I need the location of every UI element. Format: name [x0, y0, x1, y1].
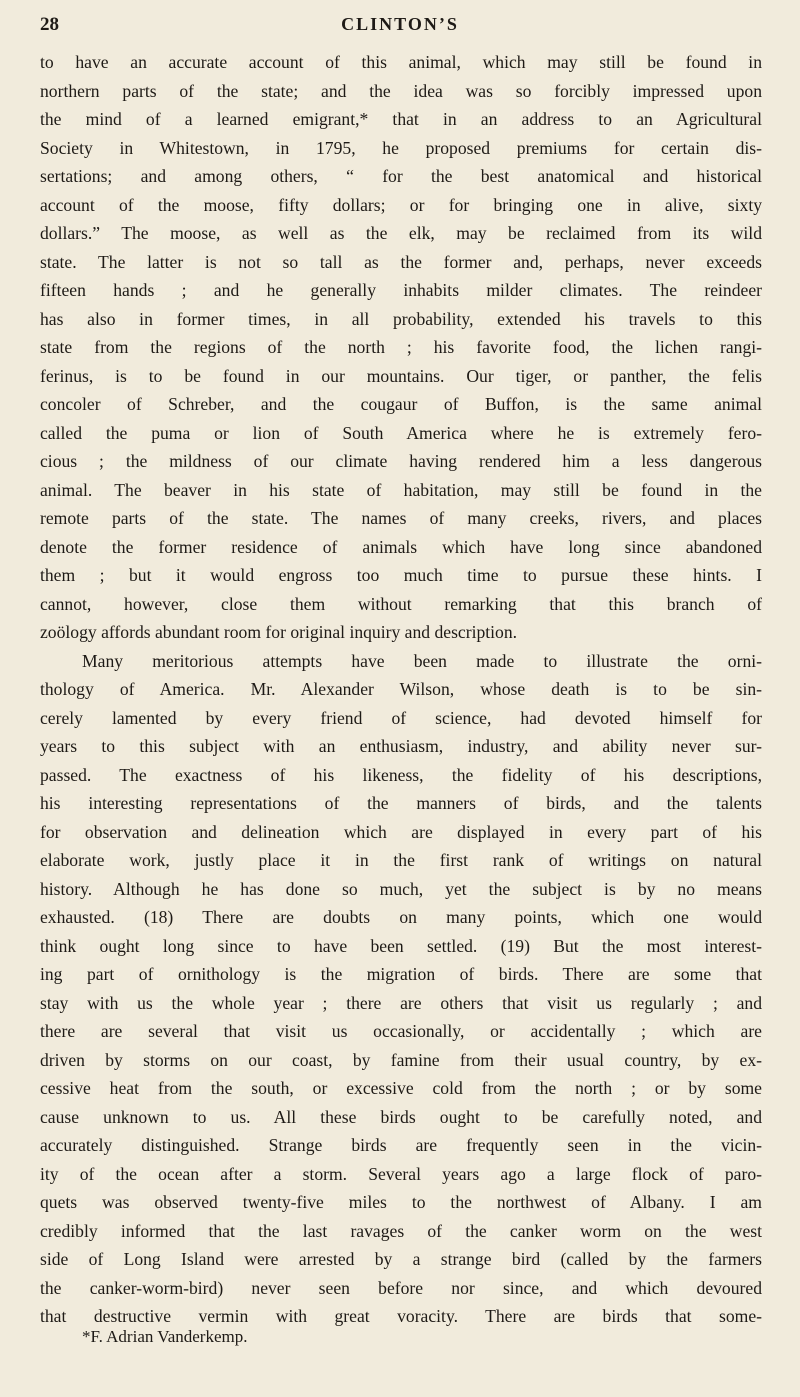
page-number: 28	[40, 14, 59, 35]
text-line: account of the moose, fifty dollars; or for bringing one in alive, sixty	[40, 194, 762, 215]
running-head	[40, 8, 760, 38]
text-line: fifteen hands ; and he generally inhabits milder climates. The reindeer	[40, 280, 762, 300]
text-line: thology of America. Mr. Alexander Wilson, whose death is to be sin-	[40, 679, 762, 699]
text-line: his interesting representations of the manners of birds, and the talents	[40, 793, 762, 813]
text-line: cerely lamented by every friend of science, had devoted himself for	[40, 707, 762, 728]
text-line: denote the former residence of animals which have long since abandoned	[40, 536, 762, 557]
text-line: elaborate work, justly place it in the first rank of writings on natural	[40, 850, 762, 870]
text-line: Society in Whitestown, in 1795, he proposed premiums for certain dis-	[40, 137, 762, 158]
text-line: zoölogy affords abundant room for original inquiry and description.	[40, 622, 518, 642]
text-line: ity of the ocean after a storm. Several years ago a large flock of paro-	[40, 1163, 762, 1184]
text-line: think ought long since to have been settled. (19) But the most interest-	[40, 935, 762, 956]
text-line: quets was observed twenty-five miles to the northwest of Albany. I am	[40, 1192, 762, 1212]
text-line: accurately distinguished. Strange birds are frequently seen in the vicin-	[40, 1135, 762, 1155]
text-line: credibly informed that the last ravages of the canker worm on the west	[40, 1220, 762, 1241]
text-line: the canker-worm-bird) never seen before nor since, and which devoured	[40, 1277, 762, 1298]
text-line: cause unknown to us. All these birds ought to be carefully noted, and	[40, 1106, 762, 1127]
text-line: driven by storms on our coast, by famine from their usual country, by ex-	[40, 1049, 762, 1070]
text-line: to have an accurate account of this animal, which may still be found in	[40, 52, 762, 72]
text-line: cannot, however, close them without remarking that this branch of	[40, 593, 762, 614]
text-line: years to this subject with an enthusiasm, industry, and ability never sur-	[40, 736, 762, 756]
text-line: ing part of ornithology is the migration of birds. There are some that	[40, 964, 762, 984]
text-line: there are several that visit us occasionally, or accidentally ; which are	[40, 1021, 762, 1041]
text-line: animal. The beaver in his state of habitation, may still be found in the	[40, 479, 762, 500]
footnote: *F. Adrian Vanderkemp.	[82, 1327, 248, 1346]
text-line: the mind of a learned emigrant,* that in an address to an Agricultural	[40, 109, 762, 129]
text-line: that destructive vermin with great voracity. There are birds that some-	[40, 1306, 762, 1326]
text-line: concoler of Schreber, and the cougaur of Buffon, is the same animal	[40, 394, 762, 414]
text-line: cious ; the mildness of our climate having rendered him a less dangerous	[40, 451, 762, 471]
text-line: them ; but it would engross too much time to pursue these hints. I	[40, 565, 762, 585]
text-line: ferinus, is to be found in our mountains. Our tiger, or panther, the felis	[40, 365, 762, 386]
text-line: state from the regions of the north ; his favorite food, the lichen rangi-	[40, 337, 762, 357]
text-line: exhausted. (18) There are doubts on many points, which one would	[40, 907, 762, 927]
text-line: passed. The exactness of his likeness, the fidelity of his descriptions,	[40, 764, 762, 785]
text-line: state. The latter is not so tall as the former and, perhaps, never exceeds	[40, 251, 762, 272]
text-line: remote parts of the state. The names of many creeks, rivers, and places	[40, 508, 762, 528]
running-title: CLINTON’S	[341, 14, 459, 34]
text-line: stay with us the whole year ; there are others that visit us regularly ; and	[40, 992, 762, 1013]
text-line: northern parts of the state; and the idea was so forcibly impressed upon	[40, 80, 762, 101]
text-line: for observation and delineation which are displayed in every part of his	[40, 821, 762, 842]
text-line: sertations; and among others, “ for the best anatomical and historical	[40, 166, 762, 186]
text-line: has also in former times, in all probability, extended his travels to this	[40, 308, 762, 329]
text-line: called the puma or lion of South America where he is extremely fero-	[40, 422, 762, 443]
body-text	[40, 48, 762, 1331]
text-line: history. Although he has done so much, yet the subject is by no means	[40, 878, 762, 899]
text-line: cessive heat from the south, or excessive cold from the north ; or by some	[40, 1078, 762, 1098]
text-line: side of Long Island were arrested by a strange bird (called by the farmers	[40, 1249, 762, 1269]
text-line: Many meritorious attempts have been made to illustrate the orni-	[82, 650, 762, 671]
text-line: dollars.” The moose, as well as the elk, may be reclaimed from its wild	[40, 223, 762, 243]
